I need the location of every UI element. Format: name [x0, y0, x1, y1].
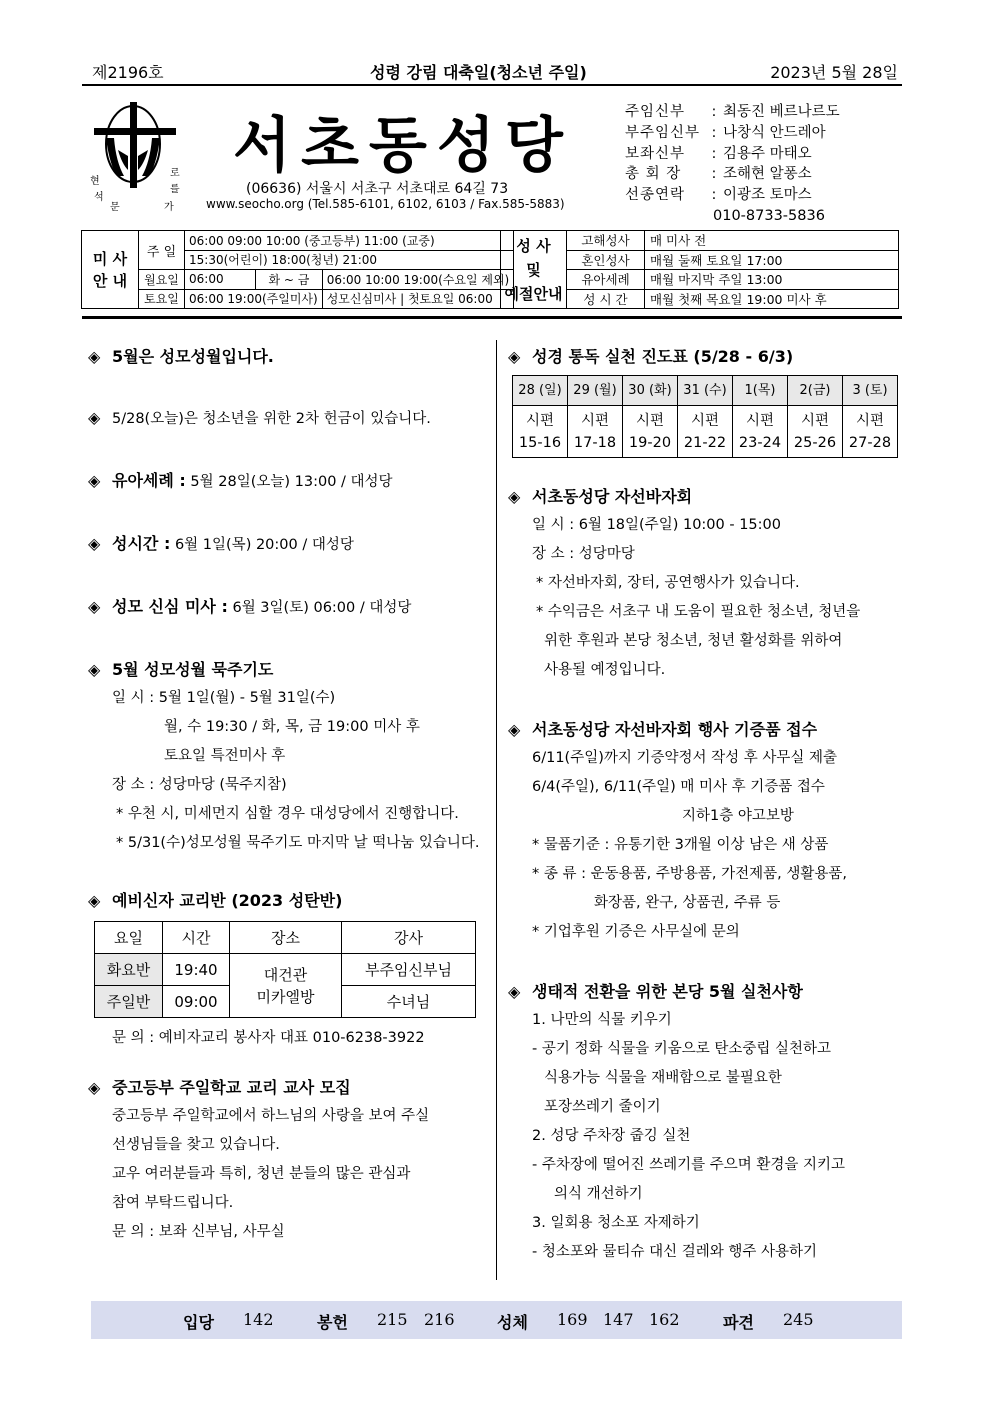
staff-row: 부주임신부 : 나창식 안드레아	[625, 124, 826, 141]
staff-phone: 010-8733-5836	[713, 207, 825, 224]
eco-line: - 청소포와 물티슈 대신 걸레와 행주 사용하기	[532, 1244, 818, 1260]
logo-char: 문	[110, 202, 120, 213]
eco-line: - 공기 정화 식물을 키움으로 탄소중립 실천하고	[532, 1041, 832, 1057]
donation-line: 화장품, 완구, 상품권, 주류 등	[594, 895, 781, 911]
donation-line: * 물품기준 : 유통기한 3개월 이상 남은 새 상품	[532, 837, 829, 853]
monday-time: 06:00	[185, 270, 256, 290]
sacrament-time: 매월 마지막 주일 13:00	[645, 270, 899, 290]
bible-reading: 시편 25-26	[788, 406, 843, 458]
teacher-line: 중고등부 주일학교에서 하느님의 사랑을 보여 주실	[112, 1108, 430, 1124]
diamond-icon: ◈	[88, 408, 101, 427]
top-bar	[82, 56, 902, 86]
sacrament-name: 고해성사	[567, 231, 645, 251]
bazaar-line: 위한 후원과 본당 청소년, 청년 활성화를 위하여	[544, 633, 843, 649]
bible-reading: 시편 17-18	[568, 406, 623, 458]
staff-row: 주임신부 : 최동진 베르나르도	[625, 104, 840, 120]
bible-schedule-table	[512, 375, 898, 458]
staff-row: 보좌신부 : 김용주 마태오	[625, 145, 812, 162]
diamond-icon: ◈	[508, 347, 521, 366]
bible-day: 1(목)	[733, 376, 788, 406]
teacher-heading: ◈ 중고등부 주일학교 교리 교사 모집	[88, 1073, 488, 1102]
catechism-col: 시간	[163, 922, 230, 954]
logo-char: 석	[94, 192, 104, 203]
mass-header: 미 사 안 내	[82, 231, 139, 309]
footer-number: 216	[424, 1310, 455, 1329]
sacraments-table	[500, 230, 899, 309]
bible-reading: 시편 27-28	[843, 406, 898, 458]
bible-reading: 시편 21-22	[678, 406, 733, 458]
special-mass: 성모신심미사 | 첫토요일 06:00	[322, 289, 514, 309]
catechism-col: 장소	[230, 922, 342, 954]
staff-row: 선종연락 : 이광조 토마스	[625, 187, 812, 204]
bazaar-heading: ◈ 서초동성당 자선바자회	[508, 482, 904, 511]
sacrament-name: 혼인성사	[567, 250, 645, 270]
bible-day: 28 (일)	[513, 376, 568, 406]
footer-number: 142	[243, 1310, 274, 1329]
bible-day: 2(금)	[788, 376, 843, 406]
eco-line: 2. 성당 주차장 줍깅 실천	[532, 1128, 691, 1144]
teacher-line: 선생님들을 찾고 있습니다.	[112, 1137, 280, 1153]
eco-line: - 주차장에 떨어진 쓰레기를 주으며 환경을 지키고	[532, 1157, 846, 1173]
bazaar-line: * 수익금은 서초구 내 도움이 필요한 청소년, 청년을	[536, 604, 861, 620]
logo-char: 가	[164, 202, 174, 213]
diamond-icon: ◈	[88, 347, 101, 366]
bazaar-line: * 자선바자회, 장터, 공연행사가 있습니다.	[536, 575, 800, 591]
catechism-heading: ◈ 예비신자 교리반 (2023 성탄반)	[88, 886, 488, 915]
donation-line: * 기업후원 기증은 사무실에 문의	[532, 924, 740, 940]
logo-char: 로	[170, 168, 180, 179]
notice-heading: ◈ 유아세례 : 5월 28일(오늘) 13:00 / 대성당	[88, 466, 488, 497]
donation-line: 6/4(주일), 6/11(주일) 매 미사 후 기증품 접수	[532, 779, 825, 795]
rosary-line: 일 시 : 5월 1일(월) - 5월 31일(수)	[112, 690, 336, 706]
donation-line: 지하1층 야고보방	[682, 808, 794, 824]
rosary-line: * 5/31(수)성모성월 묵주기도 마지막 날 떡나눔 있습니다.	[116, 835, 480, 851]
header-divider	[82, 316, 902, 319]
footer-label: 봉헌	[317, 1313, 348, 1332]
sacrament-name: 성 시 간	[567, 289, 645, 309]
rosary-line: 토요일 특전미사 후	[164, 748, 286, 764]
eco-line: 1. 나만의 식물 키우기	[532, 1012, 672, 1028]
notice-heading: ◈ 성모 신심 미사 : 6월 3일(토) 06:00 / 대성당	[88, 592, 488, 623]
donation-line: * 종 류 : 운동용품, 주방용품, 가전제품, 생활용품,	[532, 866, 847, 882]
sacrament-time: 매월 둘째 토요일 17:00	[645, 250, 899, 270]
diamond-icon: ◈	[508, 982, 521, 1001]
bible-reading: 시편 19-20	[623, 406, 678, 458]
donation-heading: ◈ 서초동성당 자선바자회 행사 기증품 접수	[508, 715, 904, 744]
diamond-icon: ◈	[88, 597, 101, 616]
teacher-line: 참여 부탁드립니다.	[112, 1195, 234, 1211]
diamond-icon: ◈	[88, 891, 101, 910]
eco-line: 포장쓰레기 줄이기	[544, 1099, 661, 1115]
footer-label: 성체	[497, 1313, 528, 1332]
church-address: (06636) 서울시 서초구 서초대로 64길 73	[246, 181, 509, 197]
bible-reading: 시편 23-24	[733, 406, 788, 458]
diamond-icon: ◈	[508, 487, 521, 506]
catechism-teacher: 수녀님	[342, 986, 476, 1018]
catechism-table	[94, 921, 476, 1018]
saturday-label: 토요일	[139, 289, 185, 309]
church-name: 서초동성당	[233, 111, 573, 181]
feast-title: 성령 강림 대축일(청소년 주일)	[370, 63, 587, 82]
column-divider	[496, 340, 497, 1280]
catechism-day: 주일반	[95, 986, 163, 1018]
weekday-label: 화 ~ 금	[256, 270, 323, 290]
rosary-line: 장 소 : 성당마당 (묵주지참)	[112, 777, 287, 793]
bulletin-date: 2023년 5월 28일	[770, 63, 898, 82]
bible-day: 31 (수)	[678, 376, 733, 406]
catechism-col: 요일	[95, 922, 163, 954]
catechism-day: 화요반	[95, 954, 163, 986]
footer-number: 147	[603, 1310, 634, 1329]
eco-line: 식용가능 식물을 재배함으로 불필요한	[544, 1070, 782, 1086]
sacraments-header: 성 사 및 예절안내	[501, 231, 567, 309]
diamond-icon: ◈	[508, 720, 521, 739]
notice-heading: ◈ 5/28(오늘)은 청소년을 위한 2차 헌금이 있습니다.	[88, 403, 488, 434]
bible-day: 30 (화)	[623, 376, 678, 406]
teacher-line: 문 의 : 보좌 신부님, 사무실	[112, 1224, 285, 1240]
monday-label: 월요일	[139, 270, 185, 290]
church-logo-icon	[88, 98, 188, 216]
logo-char: 현	[90, 176, 100, 187]
diamond-icon: ◈	[88, 534, 101, 553]
bible-heading: ◈ 성경 통독 실천 진도표 (5/28 - 6/3)	[508, 342, 904, 371]
sacrament-name: 유아세례	[567, 270, 645, 290]
footer-number: 215	[377, 1310, 408, 1329]
left-column	[88, 342, 488, 1247]
footer-number: 162	[649, 1310, 680, 1329]
right-column	[508, 342, 904, 1267]
catechism-inquiry: 문 의 : 예비자교리 봉사자 대표 010-6238-3922	[112, 1030, 425, 1046]
notice-heading: ◈ 성시간 : 6월 1일(목) 20:00 / 대성당	[88, 529, 488, 560]
diamond-icon: ◈	[88, 660, 101, 679]
donation-line: 6/11(주일)까지 기증약정서 작성 후 사무실 제출	[532, 750, 838, 766]
catechism-teacher: 부주임신부님	[342, 954, 476, 986]
rosary-heading: ◈ 5월 성모성월 묵주기도	[88, 655, 488, 684]
bible-reading: 시편 15-16	[513, 406, 568, 458]
catechism-col: 강사	[342, 922, 476, 954]
staff-row: 총 회 장 : 조해현 알퐁소	[625, 166, 812, 183]
footer-number: 169	[557, 1310, 588, 1329]
bazaar-line: 사용될 예정입니다.	[544, 662, 666, 678]
sunday-label: 주 일	[139, 231, 185, 270]
eco-heading: ◈ 생태적 전환을 위한 본당 5월 실천사항	[508, 977, 904, 1006]
sunday-times-2: 15:30(어린이) 18:00(청년) 21:00	[185, 250, 514, 270]
saturday-time: 06:00 19:00(주일미사)	[185, 289, 323, 309]
eco-line: 3. 일회용 청소포 자제하기	[532, 1215, 700, 1231]
issue-number: 제2196호	[92, 63, 164, 82]
catechism-time: 19:40	[163, 954, 230, 986]
diamond-icon: ◈	[88, 471, 101, 490]
bazaar-line: 일 시 : 6월 18일(주일) 10:00 - 15:00	[532, 517, 781, 533]
sunday-times-1: 06:00 09:00 10:00 (중고등부) 11:00 (교중)	[185, 231, 514, 251]
teacher-line: 교우 여러분들과 특히, 청년 분들의 많은 관심과	[112, 1166, 411, 1182]
bazaar-line: 장 소 : 성당마당	[532, 546, 635, 562]
diamond-icon: ◈	[88, 1078, 101, 1097]
catechism-time: 09:00	[163, 986, 230, 1018]
footer-label: 입당	[183, 1313, 214, 1332]
footer-label: 파견	[723, 1313, 754, 1332]
church-contact: www.seocho.org (Tel.585-6101, 6102, 6103 / Fax.585-5883)	[206, 197, 565, 211]
footer-number: 245	[783, 1310, 814, 1329]
logo-char: 를	[170, 184, 180, 195]
catechism-place: 대건관 미카엘방	[230, 954, 342, 1018]
eco-line: 의식 개선하기	[554, 1186, 643, 1202]
mass-readings-footer	[91, 1301, 902, 1339]
bible-day: 29 (월)	[568, 376, 623, 406]
staff-list	[625, 102, 840, 227]
mass-schedule-table	[81, 230, 514, 309]
rosary-line: * 우천 시, 미세먼지 심할 경우 대성당에서 진행합니다.	[116, 806, 459, 822]
rosary-line: 월, 수 19:30 / 화, 목, 금 19:00 미사 후	[164, 719, 420, 735]
notice-heading: ◈ 5월은 성모성월입니다.	[88, 342, 488, 371]
bible-day: 3 (토)	[843, 376, 898, 406]
sacrament-time: 매 미사 전	[645, 231, 899, 251]
weekday-time: 06:00 10:00 19:00(수요일 제외)	[322, 270, 514, 290]
sacrament-time: 매월 첫째 목요일 19:00 미사 후	[645, 289, 899, 309]
